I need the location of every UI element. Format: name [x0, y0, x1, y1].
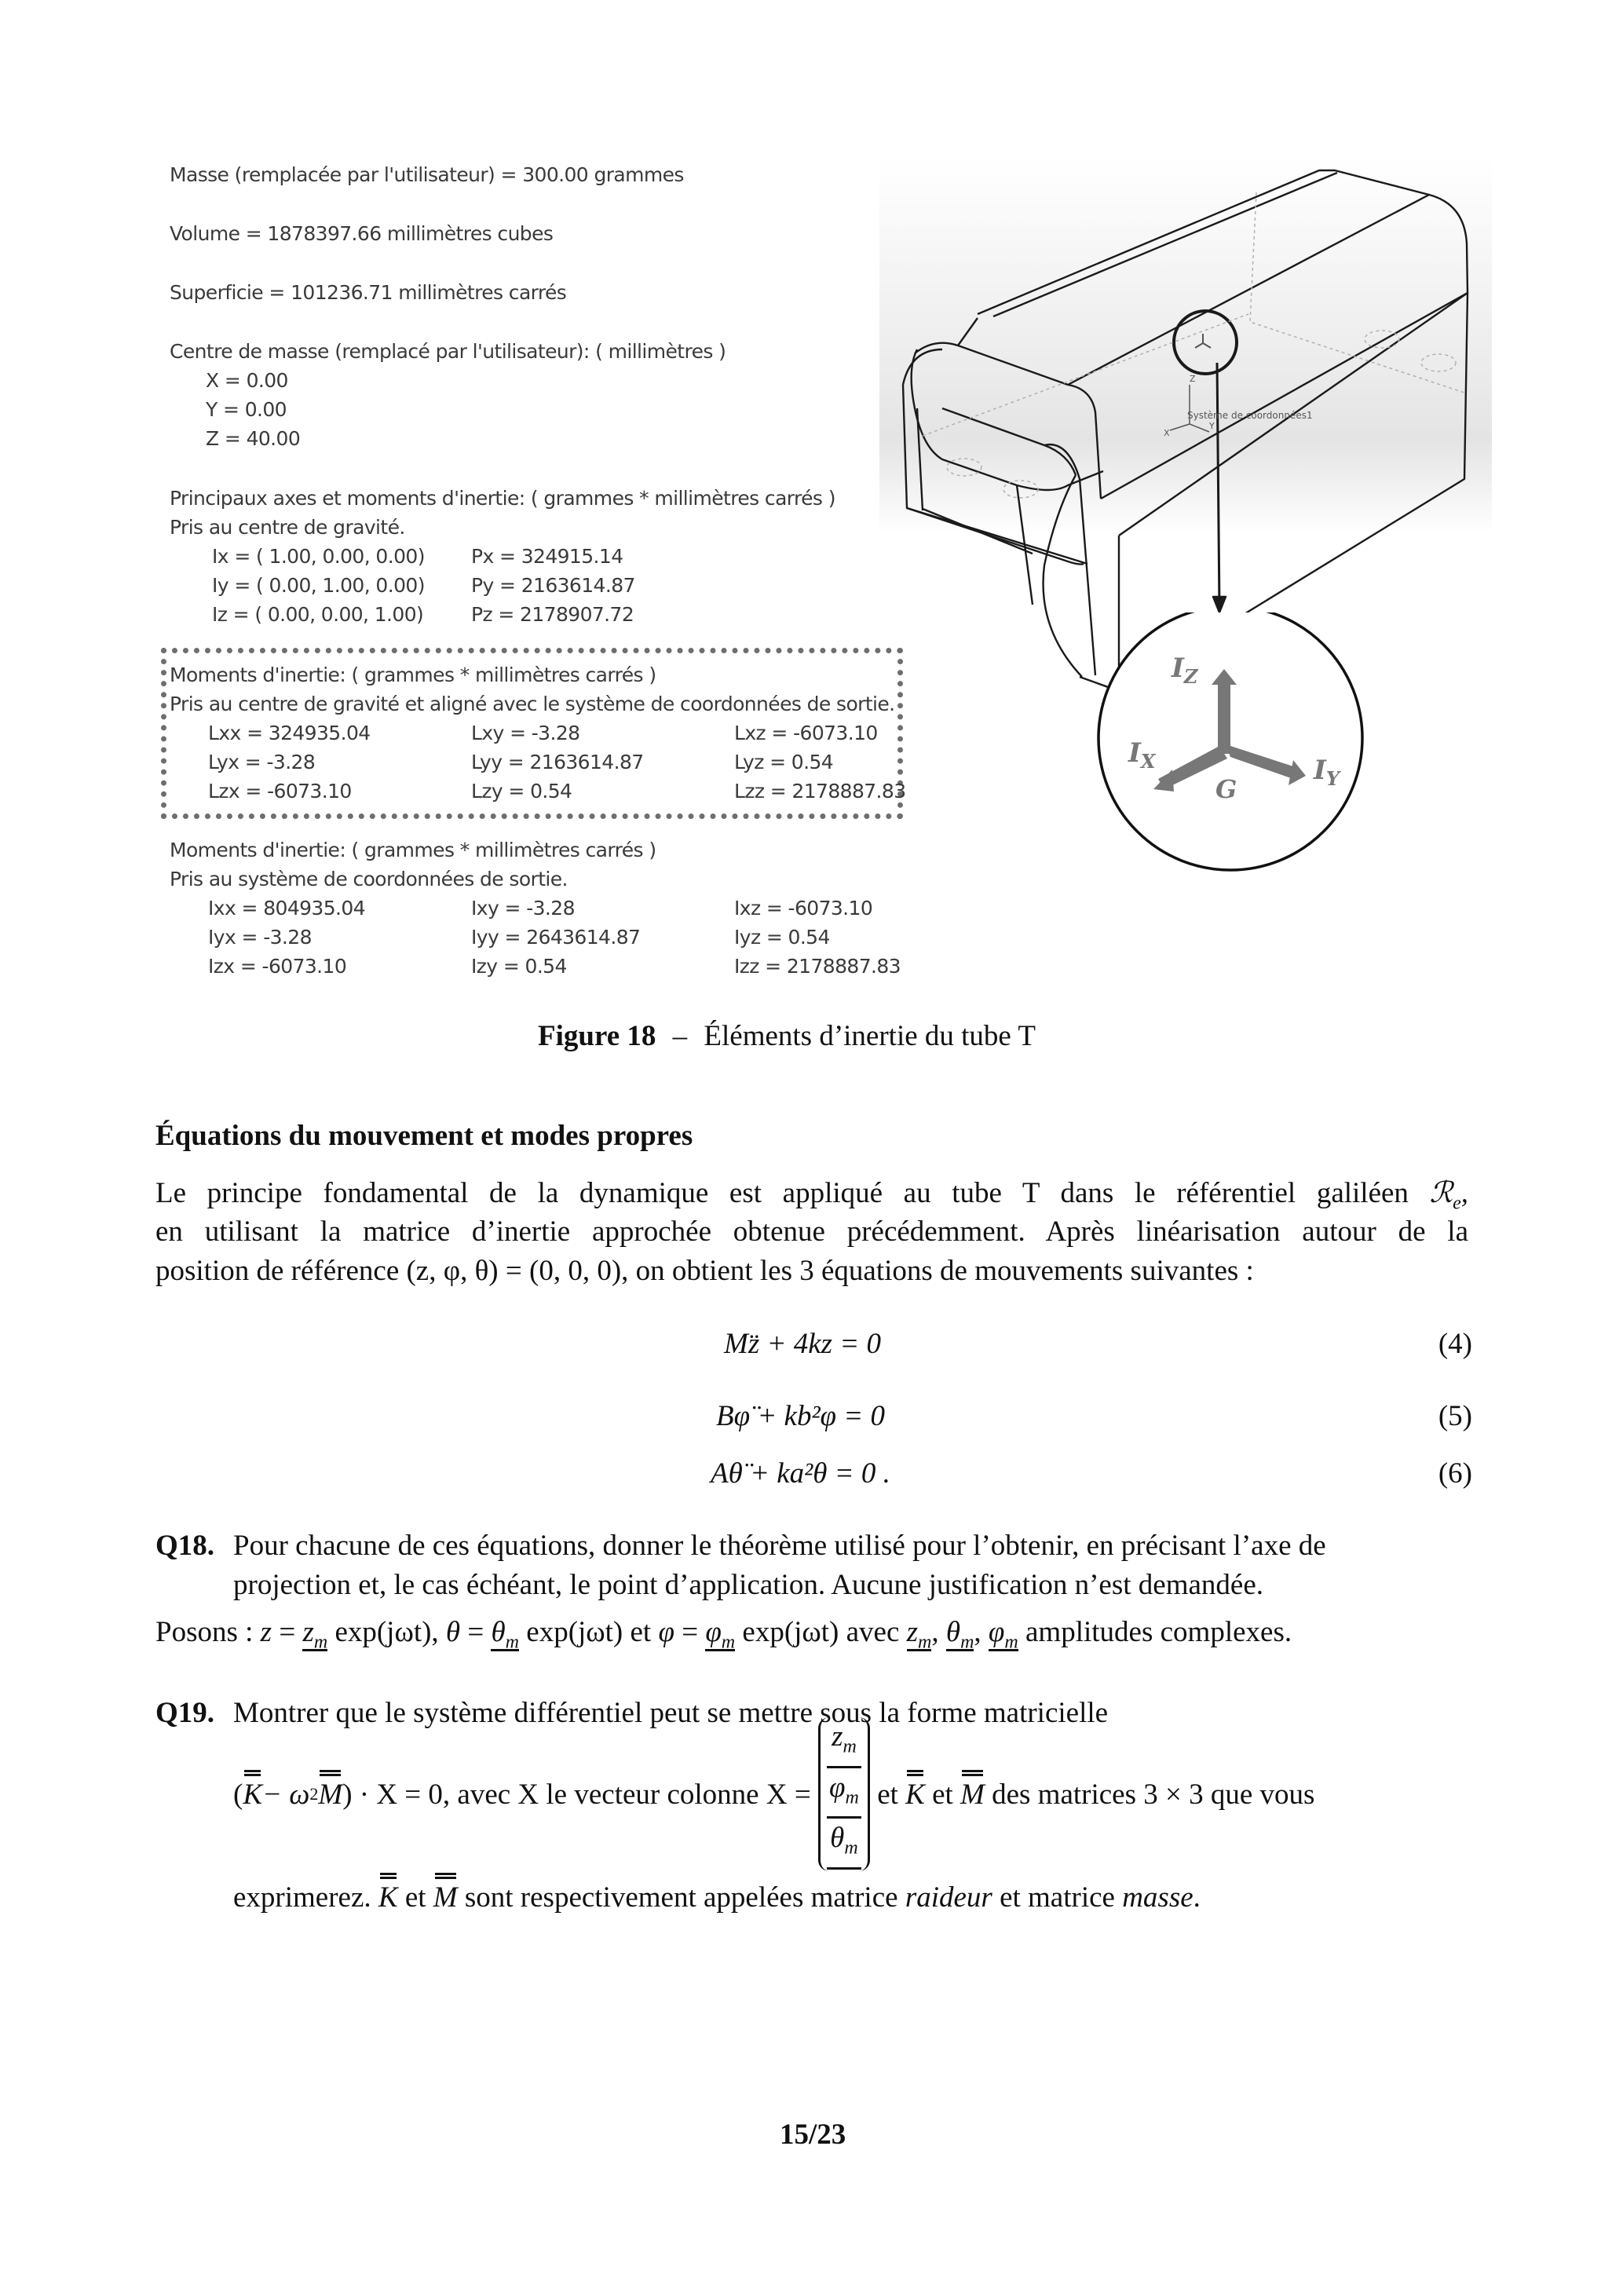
q19-label: Q19.	[155, 1697, 215, 1729]
column-vector-x: $z_m$ $\varphi_m$ $\theta_m$	[818, 1717, 870, 1870]
volume-line: Volume = 1878397.66 millimètres cubes	[170, 222, 554, 245]
inset-label-iz: $I_Z$	[1172, 653, 1198, 688]
cad-coordinate-label: Système de coordonnées1	[1187, 410, 1313, 421]
cog-moments-header: Moments d'inertie: ( grammes * millimètres carrés )	[170, 664, 656, 686]
out-iyx: Iyx = -3.28	[208, 926, 312, 949]
para-line-2: en utilisant la matrice d’inertie approchée obtenue précédemment. Après linéarisation autour de la	[155, 1216, 1468, 1248]
figure-caption	[538, 1019, 1036, 1053]
matrix-k: K	[243, 1778, 263, 1811]
equation-6: Aθ̈ + ka²θ = 0 .	[711, 1457, 890, 1490]
output-moments-header: Moments d'inertie: ( grammes * millimètres carrés )	[170, 839, 656, 861]
para-text-1: Le principe fondamental de la dynamique est appliqué au tube T dans le référentiel galiléen	[155, 1177, 1409, 1209]
equation-5: Bφ̈ + kb²φ = 0	[716, 1400, 885, 1432]
q18-line-2: projection et, le cas échéant, le point d’application. Aucune justification n’est demandée.	[233, 1569, 1264, 1601]
inset-label-g: G	[1215, 774, 1237, 804]
para-line-3: position de référence (z, φ, θ) = (0, 0, 0), on obtient les 3 équations de mouvements suivantes :	[155, 1255, 1254, 1287]
para-line-1	[155, 1175, 1468, 1214]
equation-6-number: (6)	[1438, 1457, 1472, 1490]
equation-4-number: (4)	[1438, 1328, 1472, 1360]
out-izx: Izx = -6073.10	[208, 955, 347, 978]
cog-lyy: Lyy = 2163614.87	[471, 751, 644, 773]
surface-line: Superficie = 101236.71 millimètres carrés	[170, 281, 567, 304]
principal-axes-inset	[1087, 612, 1402, 895]
caption-label: Figure 18	[538, 1020, 656, 1052]
cog-lxy: Lxy = -3.28	[471, 722, 580, 744]
thetam-complex: $\theta_m$	[491, 1616, 520, 1653]
q18-label: Q18.	[155, 1530, 215, 1562]
inset-label-ix: $I_X$	[1128, 737, 1156, 773]
cog-lzy: Lzy = 0.54	[471, 780, 572, 803]
center-y: Y = 0.00	[206, 398, 287, 421]
cad-axis-x: X	[1164, 428, 1170, 438]
center-x: X = 0.00	[206, 369, 288, 392]
principal-axes-header: Principaux axes et moments d'inertie: ( grammes * millimètres carrés )	[170, 487, 835, 510]
matrix-m: M	[318, 1778, 343, 1811]
caption-text: Éléments d’inertie du tube T	[704, 1020, 1036, 1052]
out-iyy: Iyy = 2643614.87	[471, 926, 641, 949]
out-iyz: Iyz = 0.54	[734, 926, 830, 949]
center-z: Z = 40.00	[206, 427, 301, 450]
equation-4: Mz̈ + 4kz = 0	[724, 1328, 881, 1360]
equation-5-number: (5)	[1438, 1400, 1472, 1432]
posons-line: Posons : $z = z_m$ exp(jωt), $\theta = \theta_m$ exp(jωt) et $\varphi = \varphi_m$ exp(jωt) avec $z_m$, $\theta_m$, $\varphi_m$ amplitudes complexes.	[155, 1616, 1292, 1653]
inset-label-iy: $I_Y$	[1314, 755, 1340, 790]
caption-dash: –	[672, 1020, 688, 1052]
cog-lxz: Lxz = -6073.10	[734, 722, 878, 744]
out-ixy: Ixy = -3.28	[471, 897, 575, 919]
cog-lzx: Lzx = -6073.10	[208, 780, 352, 803]
zm-complex: $z_m$	[302, 1616, 328, 1653]
cog-moments-sub: Pris au centre de gravité et aligné avec le système de coordonnées de sortie.	[170, 693, 895, 715]
out-ixx: Ixx = 804935.04	[208, 897, 365, 919]
principal-axis-iz: Iz = ( 0.00, 0.00, 1.00)	[212, 603, 424, 626]
cad-axis-z: Z	[1190, 374, 1196, 384]
out-izz: Izz = 2178887.83	[734, 955, 901, 978]
q19-line-3: exprimerez. K et M sont respectivement appelées matrice raideur et matrice masse.	[233, 1881, 1201, 1914]
phim-complex: $\varphi_m$	[705, 1616, 736, 1653]
out-ixz: Ixz = -6073.10	[734, 897, 873, 919]
out-izy: Izy = 0.54	[471, 955, 567, 978]
page-number: 15/23	[780, 2119, 846, 2151]
q18-line-1: Pour chacune de ces équations, donner le théorème utilisé pour l’obtenir, en précisant l’axe de	[233, 1530, 1326, 1562]
cog-lyx: Lyx = -3.28	[208, 751, 316, 773]
q19-matrix-line: ( K − ω 2 M ) · X = 0, avec X le vecteur colonne X = $z_m$ $\varphi_m$ $\theta_m$ et K et M des matrices 3 × 3 que vous	[233, 1735, 1314, 1853]
center-of-mass-header: Centre de masse (remplacé par l'utilisateur): ( millimètres )	[170, 340, 726, 363]
referential-symbol: ℛ$_e$,	[1429, 1177, 1468, 1214]
cad-axis-y: Y	[1209, 421, 1215, 431]
principal-axis-ix: Ix = ( 1.00, 0.00, 0.00)	[212, 545, 425, 568]
principal-axis-iy: Iy = ( 0.00, 1.00, 0.00)	[212, 574, 425, 597]
section-title: Équations du mouvement et modes propres	[155, 1120, 693, 1152]
principal-axes-sub: Pris au centre de gravité.	[170, 516, 405, 539]
q19-line-1: Montrer que le système différentiel peut se mettre sous la forme matricielle	[233, 1697, 1109, 1729]
mass-line: Masse (remplacée par l'utilisateur) = 300.00 grammes	[170, 163, 684, 186]
cog-lzz: Lzz = 2178887.83	[734, 780, 906, 803]
cog-lxx: Lxx = 324935.04	[208, 722, 371, 744]
principal-moment-py: Py = 2163614.87	[471, 574, 635, 597]
principal-moment-pz: Pz = 2178907.72	[471, 603, 634, 626]
principal-moment-px: Px = 324915.14	[471, 545, 623, 568]
output-moments-sub: Pris au système de coordonnées de sortie.	[170, 868, 568, 890]
cog-lyz: Lyz = 0.54	[734, 751, 834, 773]
